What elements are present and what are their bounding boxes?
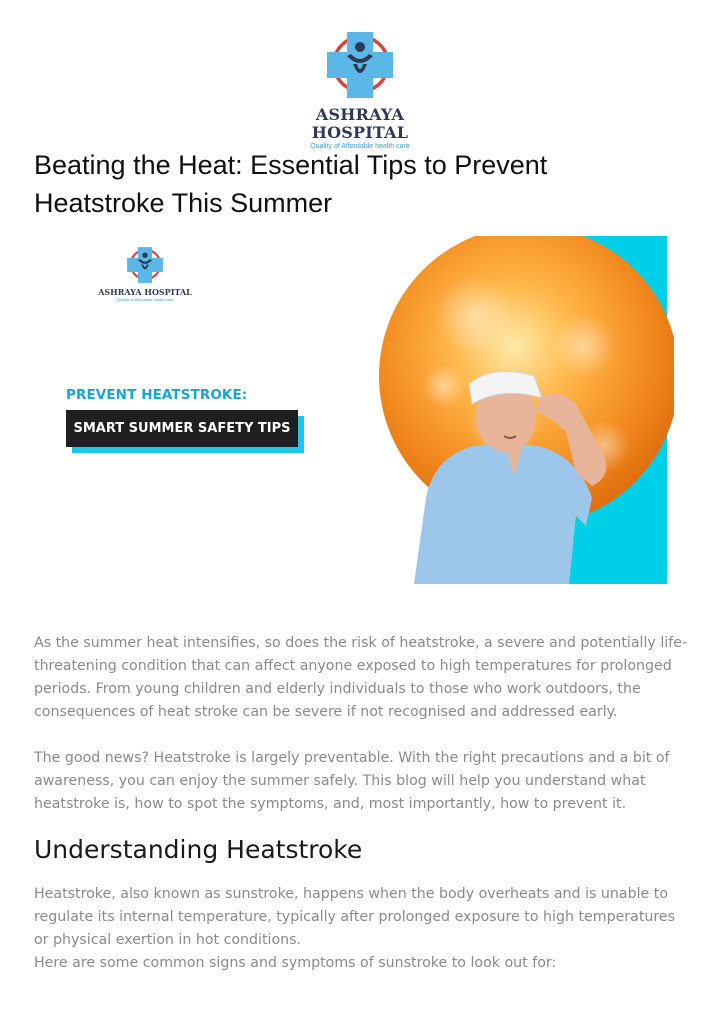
medical-cross-logo-icon — [325, 30, 395, 100]
article-title: Beating the Heat: Essential Tips to Prevent Heatstroke This Summer — [34, 150, 548, 218]
hero-logo — [90, 246, 200, 302]
section-paragraph-1: Heatstroke, also known as sunstroke, happens when the body overheats and is unable to regulate its internal temperature, typically after prolonged exposure to high temperatures or physical exertion in hot conditions. — [34, 886, 676, 948]
intro-paragraph-1: As the summer heat intensifies, so does the risk of heatstroke, a severe and potentially life-threatening condition that can affect anyone exposed to high temperatures for prolonged periods. From young children and elderly individuals to those who work outdoors, the consequences of heat stroke can be severe if not recognised and addressed early. — [34, 635, 688, 720]
hero-kicker: PREVENT HEATSTROKE: — [66, 387, 248, 403]
section-heading: Understanding Heatstroke — [34, 835, 363, 864]
logo-name: ASHRAYA HOSPITAL — [311, 105, 409, 142]
logo-tagline: Quality of Affordable health care — [310, 143, 410, 150]
sun-and-man-illustration — [354, 236, 674, 584]
hero-logo-name: ASHRAYA HOSPITAL — [98, 287, 192, 297]
hero-banner — [34, 236, 674, 584]
medical-cross-logo-icon — [126, 246, 164, 284]
hospital-logo[interactable] — [270, 30, 450, 150]
section-paragraph-2: Here are some common signs and symptoms of sunstroke to look out for: — [34, 955, 557, 971]
intro-paragraph-2: The good news? Heatstroke is largely preventable. With the right precautions and a bit of awareness, you can enjoy the summer safely. This blog will help you understand what heatstroke is, how to spot the symptoms, and, most importantly, how to prevent it. — [34, 750, 670, 812]
hero-logo-tagline: Quality of Affordable health care — [116, 297, 174, 302]
hero-badge: SMART SUMMER SAFETY TIPS — [66, 410, 298, 447]
